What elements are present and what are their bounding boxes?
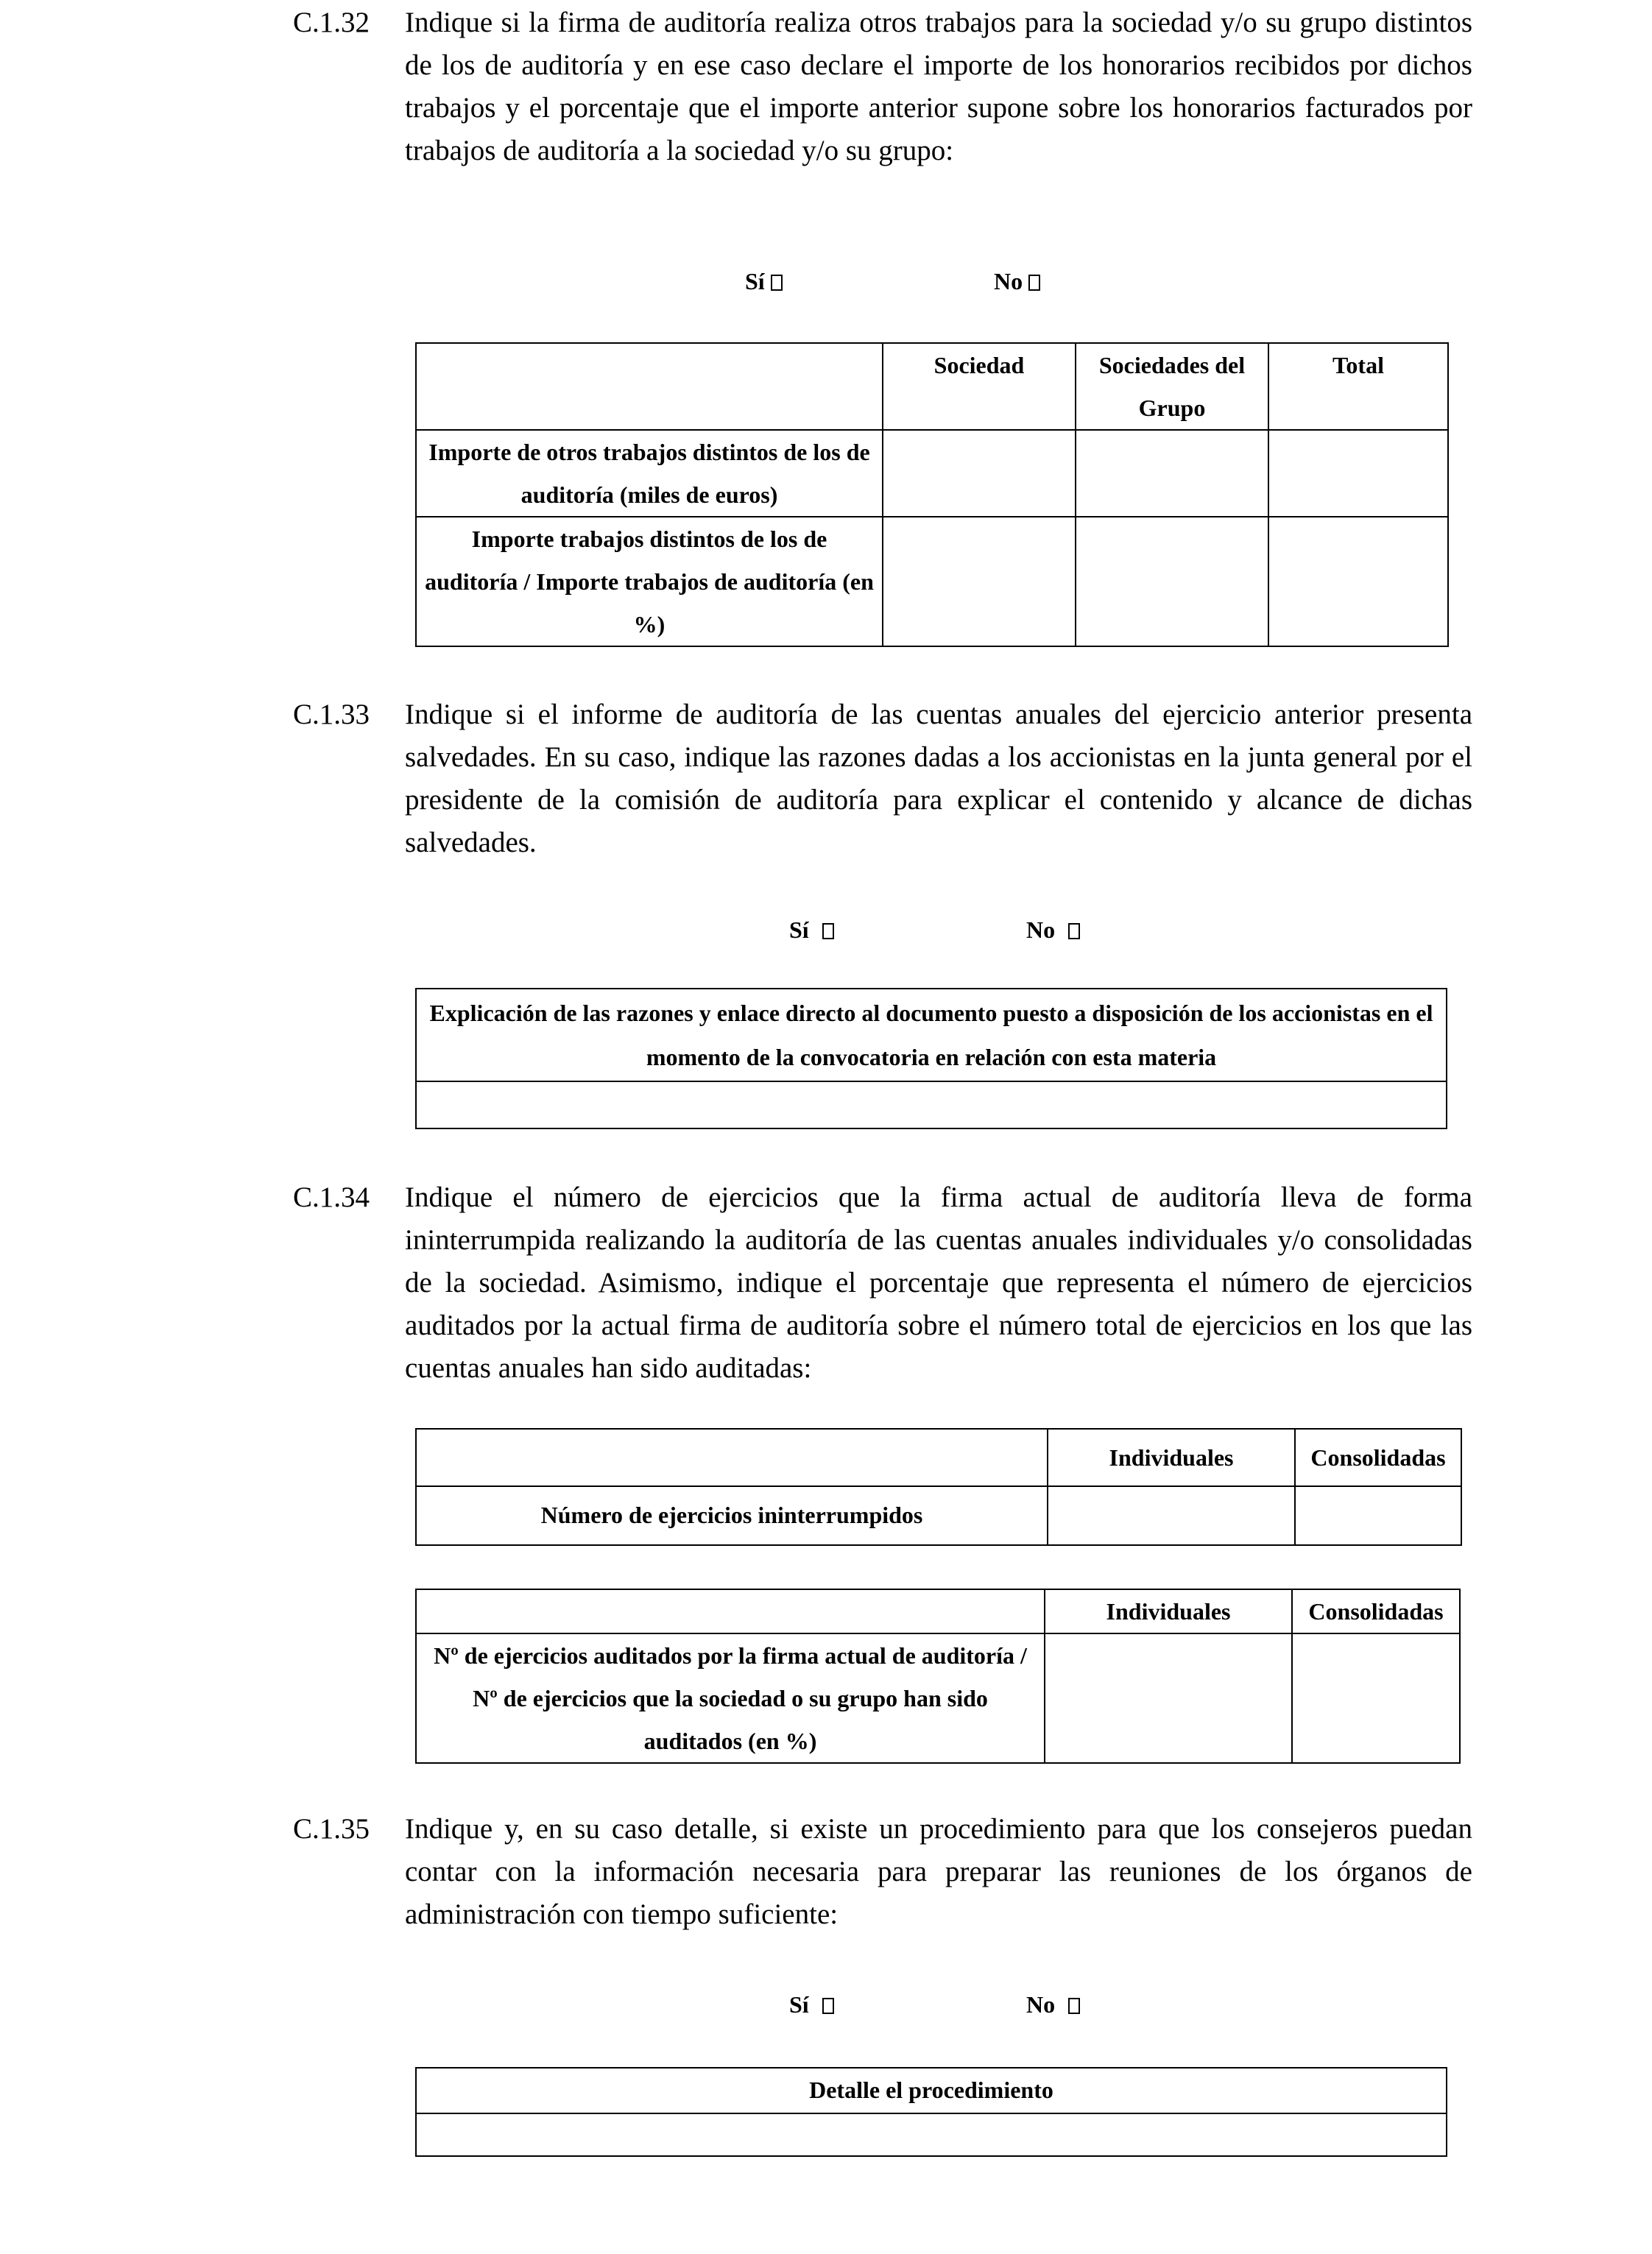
table-cell[interactable] (1076, 430, 1268, 517)
question-text: Indique si la firma de auditoría realiza otros trabajos para la sociedad y/o su grupo distintos de los de auditoría y en ese caso declare el importe de los honorarios recibidos por dichos trabajos y el porcentaje que el importe anterior supone sobre los honorarios facturados por trabajos de auditoría a la sociedad y/o su grupo: (405, 7, 1472, 166)
table-cell[interactable] (883, 517, 1076, 646)
question-number: C.1.34 (293, 1181, 370, 1213)
no-option[interactable] (1026, 915, 1080, 944)
empty-checkbox-icon[interactable] (822, 1998, 834, 2014)
question-number: C.1.33 (293, 699, 370, 730)
table-header-cell: Explicación de las razones y enlace directo al documento puesto a disposición de los accionistas en el momento de la convocatoria en relación con esta materia (416, 989, 1447, 1081)
row-label: Número de ejercicios ininterrumpidos (416, 1486, 1048, 1545)
question-text: Indique y, en su caso detalle, si existe un procedimiento para que los consejeros puedan contar con la información necesaria para preparar las reuniones de los órganos de administración con tiempo suficiente: (405, 1813, 1472, 1930)
question-c-1-32 (293, 1, 1472, 172)
table-header-row (416, 2068, 1447, 2113)
table-header-cell (416, 1589, 1045, 1633)
table-header-row (416, 1589, 1460, 1633)
consecutive-years-table (415, 1428, 1462, 1546)
table-row (416, 1081, 1447, 1128)
row-label: Nº de ejercicios auditados por la firma actual de auditoría / Nº de ejercicios que la sociedad o su grupo han sido auditados (en %) (416, 1633, 1045, 1763)
yes-label: Sí (745, 268, 765, 294)
table-row (416, 2113, 1447, 2156)
empty-checkbox-icon[interactable] (1028, 275, 1040, 291)
qualifications-table (415, 988, 1447, 1129)
no-option[interactable] (994, 266, 1040, 296)
table-row (416, 1486, 1461, 1545)
empty-checkbox-icon[interactable] (771, 275, 783, 291)
no-label: No (1026, 916, 1056, 943)
yes-option[interactable] (745, 266, 783, 296)
question-text: Indique si el informe de auditoría de las cuentas anuales del ejercicio anterior presenta salvedades. En su caso, indique las razones dadas a los accionistas en la junta general por el presidente de la comisión de auditoría para explicar el contenido y alcance de dichas salvedades. (405, 699, 1472, 858)
table-cell[interactable] (1292, 1633, 1460, 1763)
fees-table (415, 342, 1449, 647)
audited-years-ratio-table (415, 1589, 1461, 1764)
empty-checkbox-icon[interactable] (1068, 923, 1080, 939)
no-label: No (994, 268, 1023, 294)
table-cell[interactable] (1076, 517, 1268, 646)
row-label: Importe de otros trabajos distintos de los de auditoría (miles de euros) (416, 430, 883, 517)
table-cell[interactable] (1045, 1633, 1292, 1763)
table-cell[interactable] (883, 430, 1076, 517)
table-row (416, 517, 1448, 646)
question-number: C.1.32 (293, 7, 370, 38)
row-label: Importe trabajos distintos de los de auditoría / Importe trabajos de auditoría (en %) (416, 517, 883, 646)
table-header-cell: Sociedad (883, 343, 1076, 430)
procedure-table (415, 2067, 1447, 2157)
table-row (416, 430, 1448, 517)
table-header-cell: Detalle el procedimiento (416, 2068, 1447, 2113)
table-header-cell: Consolidadas (1295, 1429, 1461, 1486)
yes-option[interactable] (789, 915, 834, 944)
question-number: C.1.35 (293, 1813, 370, 1845)
table-cell[interactable] (416, 1081, 1447, 1128)
table-cell[interactable] (1048, 1486, 1295, 1545)
empty-checkbox-icon[interactable] (822, 923, 834, 939)
yes-label: Sí (789, 1991, 809, 2018)
table-header-row (416, 989, 1447, 1081)
table-cell[interactable] (1268, 517, 1448, 646)
table-cell[interactable] (1295, 1486, 1461, 1545)
table-header-cell: Individuales (1048, 1429, 1295, 1486)
question-text: Indique el número de ejercicios que la firma actual de auditoría lleva de forma ininterrumpida realizando la auditoría de las cuentas anuales individuales y/o consolidadas de la sociedad. Asimismo, indique el porcentaje que representa el número de ejercicios auditados por la actual firma de auditoría sobre el número total de ejercicios en los que las cuentas anuales han sido auditadas: (405, 1181, 1472, 1384)
table-header-cell: Total (1268, 343, 1448, 430)
no-option[interactable] (1026, 1990, 1080, 2019)
table-cell[interactable] (416, 2113, 1447, 2156)
yes-option[interactable] (789, 1990, 834, 2019)
question-c-1-34 (293, 1176, 1472, 1390)
table-header-cell (416, 343, 883, 430)
table-header-cell: Individuales (1045, 1589, 1292, 1633)
no-label: No (1026, 1991, 1056, 2018)
table-cell[interactable] (1268, 430, 1448, 517)
table-header-cell: Sociedades del Grupo (1076, 343, 1268, 430)
table-header-cell (416, 1429, 1048, 1486)
table-header-cell: Consolidadas (1292, 1589, 1460, 1633)
table-header-row (416, 1429, 1461, 1486)
table-row (416, 1633, 1460, 1763)
question-c-1-33 (293, 693, 1472, 864)
yes-label: Sí (789, 916, 809, 943)
empty-checkbox-icon[interactable] (1068, 1998, 1080, 2014)
table-header-row (416, 343, 1448, 430)
question-c-1-35 (293, 1808, 1472, 1936)
